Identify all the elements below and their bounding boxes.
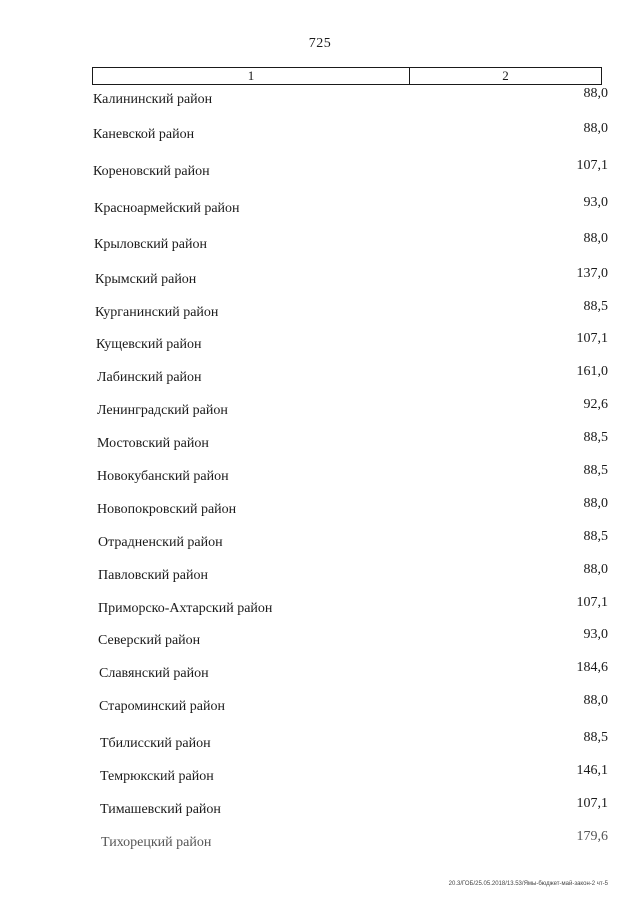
district-name: Приморско-Ахтарский район [98, 601, 273, 616]
district-value: 107,1 [576, 331, 608, 346]
district-value: 88,0 [583, 231, 608, 246]
district-name: Калининский район [93, 92, 213, 107]
table-row [0, 266, 640, 292]
district-name: Тимашевский район [100, 802, 221, 817]
district-value: 88,0 [583, 693, 608, 708]
table-row [0, 158, 640, 184]
district-name: Новопокровский район [97, 502, 237, 517]
district-name: Павловский район [98, 568, 208, 583]
district-value: 137,0 [576, 266, 608, 281]
table-row [0, 562, 640, 588]
district-name: Крымский район [95, 272, 197, 287]
table-row [0, 829, 640, 855]
district-name: Ленинградский район [97, 403, 228, 418]
district-value: 93,0 [583, 627, 608, 642]
table-row [0, 299, 640, 325]
table-row [0, 730, 640, 756]
district-value: 88,0 [583, 121, 608, 136]
district-name: Курганинский район [95, 305, 219, 320]
table-row [0, 86, 640, 112]
district-value: 88,5 [583, 430, 608, 445]
column-header-1: 1 [93, 68, 410, 84]
table-row [0, 364, 640, 390]
district-name: Тбилисский район [100, 736, 211, 751]
district-value: 107,1 [576, 595, 608, 610]
district-value: 184,6 [576, 660, 608, 675]
table-row [0, 121, 640, 147]
column-header-2: 2 [502, 68, 509, 83]
district-name: Тихорецкий район [101, 835, 212, 850]
district-value: 146,1 [576, 763, 608, 778]
district-name: Мостовский район [97, 436, 209, 451]
table-row [0, 796, 640, 822]
table-row [0, 397, 640, 423]
district-name: Староминский район [99, 699, 225, 714]
district-name: Славянский район [99, 666, 209, 681]
table-row [0, 693, 640, 719]
district-value: 88,0 [583, 496, 608, 511]
table-row [0, 430, 640, 456]
table-row [0, 231, 640, 257]
district-value: 107,1 [576, 158, 608, 173]
table-row [0, 660, 640, 686]
district-name: Каневской район [93, 127, 195, 142]
table-row [0, 763, 640, 789]
district-value: 88,5 [583, 299, 608, 314]
district-name: Кореновский район [93, 164, 210, 179]
district-name: Новокубанский район [97, 469, 229, 484]
table-row [0, 529, 640, 555]
table-row [0, 595, 640, 621]
district-name: Северский район [98, 633, 201, 648]
district-name: Красноармейский район [94, 201, 240, 216]
district-name: Крыловский район [94, 237, 207, 252]
table-row [0, 627, 640, 653]
table-row [0, 195, 640, 221]
district-value: 88,0 [583, 86, 608, 101]
district-value: 92,6 [583, 397, 608, 412]
district-value: 161,0 [576, 364, 608, 379]
page-number: 725 [308, 36, 332, 51]
district-value: 179,6 [576, 829, 608, 844]
district-value: 88,5 [583, 529, 608, 544]
district-value: 88,5 [583, 463, 608, 478]
district-value: 107,1 [576, 796, 608, 811]
footer-stamp: 20.3/ГОБ/25.05.2018/13.53/Ямы-бюджет-май-закон-2 чт-5 [448, 881, 608, 887]
district-name: Лабинский район [97, 370, 202, 385]
district-name: Отрадненский район [98, 535, 223, 550]
district-name: Кущевский район [96, 337, 202, 352]
district-value: 88,5 [583, 730, 608, 745]
table-row [0, 496, 640, 522]
table-row [0, 331, 640, 357]
district-name: Темрюкский район [100, 769, 214, 784]
district-value: 93,0 [583, 195, 608, 210]
table-row [0, 463, 640, 489]
district-value: 88,0 [583, 562, 608, 577]
